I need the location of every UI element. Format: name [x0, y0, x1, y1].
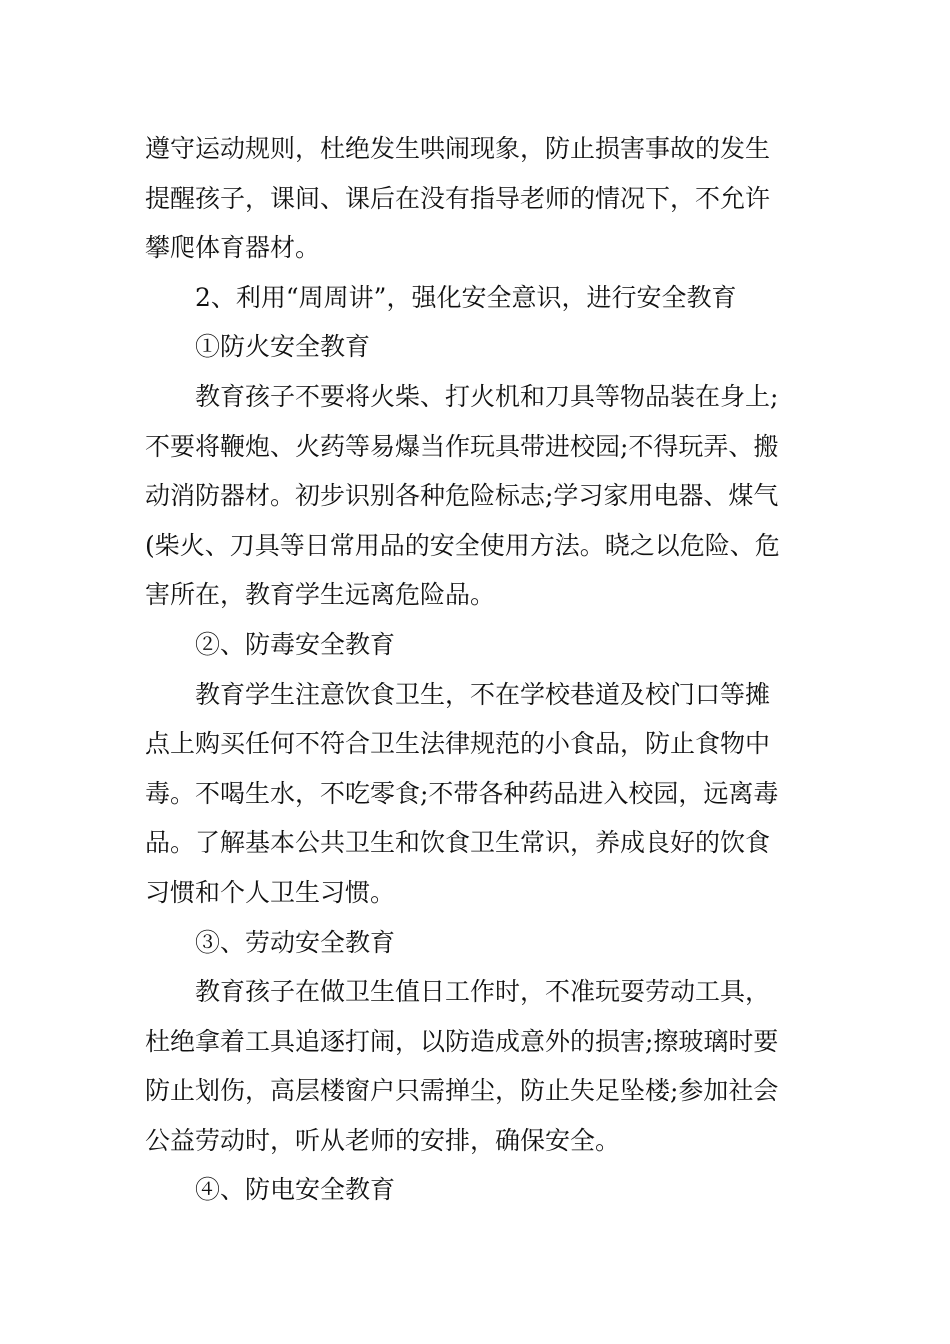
text-line: 杜绝拿着工具追逐打闹，以防造成意外的损害;擦玻璃时要 — [145, 1026, 779, 1056]
text-line: 公益劳动时，听从老师的安排，确保安全。 — [145, 1125, 621, 1155]
subsection-heading: ③、劳动安全教育 — [195, 927, 396, 957]
text-line: 不要将鞭炮、火药等易爆当作玩具带进校园;不得玩弄、搬 — [145, 431, 779, 461]
subsection-heading: ④、防电安全教育 — [195, 1175, 396, 1205]
text-line: 教育孩子在做卫生值日工作时，不准玩耍劳动工具， — [195, 977, 771, 1007]
section-heading: 2、利用“周周讲”，强化安全意识，进行安全教育 — [195, 282, 737, 312]
text-line: (柴火、刀具等日常用品的安全使用方法。晓之以危险、危 — [145, 530, 780, 560]
document-body — [145, 124, 810, 1215]
text-line: 动消防器材。初步识别各种危险标志;学习家用电器、煤气 — [145, 481, 779, 511]
subsection-heading: ①防火安全教育 — [195, 332, 371, 362]
text-line: 习惯和个人卫生习惯。 — [145, 877, 396, 907]
text-line: 提醒孩子，课间、课后在没有指导老师的情况下，不允许 — [145, 183, 771, 213]
text-line: 品。了解基本公共卫生和饮食卫生常识，养成良好的饮食 — [145, 828, 771, 858]
text-line: 教育孩子不要将火柴、打火机和刀具等物品装在身上; — [195, 381, 779, 411]
text-line: 毒。不喝生水，不吃零食;不带各种药品进入校园，远离毒 — [145, 778, 779, 808]
subsection-heading: ②、防毒安全教育 — [195, 629, 396, 659]
text-line: 遵守运动规则，杜绝发生哄闹现象，防止损害事故的发生 — [145, 134, 771, 163]
text-line: 攀爬体育器材。 — [145, 233, 321, 263]
text-line: 害所在，教育学生远离危险品。 — [145, 580, 496, 610]
text-line: 点上购买任何不符合卫生法律规范的小食品，防止食物中 — [145, 729, 771, 759]
text-line: 教育学生注意饮食卫生，不在学校巷道及校门口等摊 — [195, 679, 771, 709]
text-line: 防止划伤，高层楼窗户只需掸尘，防止失足坠楼;参加社会 — [145, 1076, 779, 1106]
